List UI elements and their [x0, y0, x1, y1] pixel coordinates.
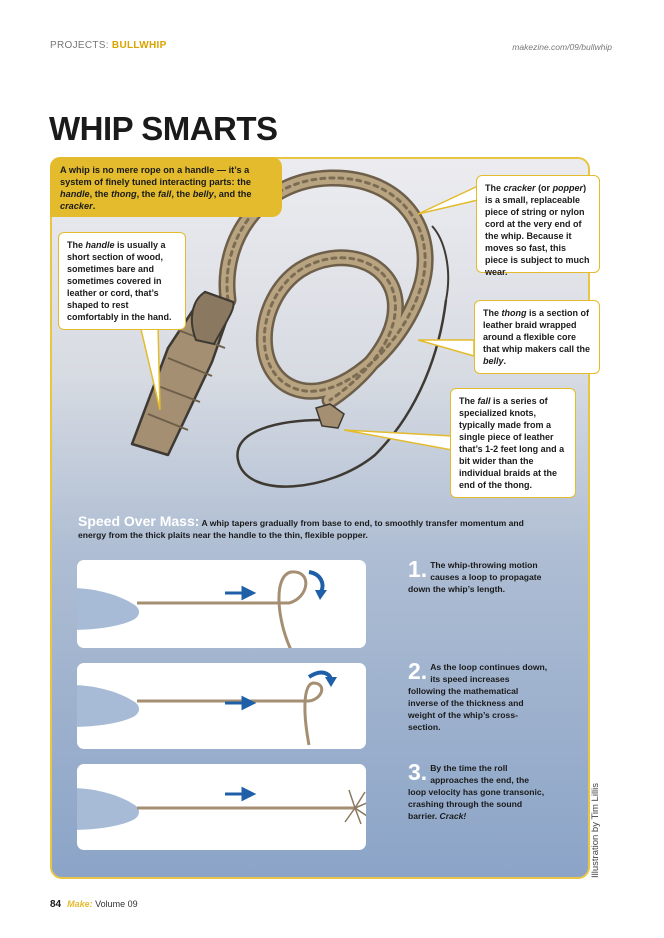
section-name: PROJECTS: [50, 40, 109, 51]
callout-text: is a series of specialized knots, typically made from a single piece of leather that’s 1-2 feet long and a bit wider than the individual braids at the end of the thong. [459, 396, 565, 490]
step-number: 2. [408, 658, 428, 684]
page-title: WHIP SMARTS [49, 110, 278, 147]
term-fall: fall [477, 396, 491, 406]
step-2-frame [77, 663, 366, 749]
callout-text: The [459, 396, 478, 406]
intro-sep: , and the [213, 189, 252, 199]
speed-over-mass [78, 515, 548, 541]
speed-heading: Speed Over Mass: [78, 513, 200, 529]
term-belly: belly [192, 189, 214, 199]
callout-cracker [476, 175, 600, 277]
callout-text: The [485, 183, 504, 193]
step-3-frame [77, 764, 366, 850]
rotation-arrowhead [325, 677, 337, 687]
callout-text: (or [535, 183, 553, 193]
step-2-diagram [77, 663, 366, 749]
section-topic: BULLWHIP [111, 40, 167, 51]
intro-sep: , the [89, 189, 112, 199]
hand-silhouette [77, 588, 139, 630]
page-number: 84 [50, 899, 62, 910]
page-footer [50, 899, 138, 910]
brand-name: Make: [67, 899, 93, 909]
callout-thong [474, 300, 600, 374]
term-fall: fall [158, 189, 172, 199]
cracker-string [432, 226, 448, 300]
term-handle: handle [60, 189, 90, 199]
step-emphasis: Crack! [439, 811, 467, 821]
term-thong: thong [111, 189, 137, 199]
step-text: As the loop continues down, its speed increases following the mathematical inverse of the thickness and weight of the whip’s cross-section. [408, 662, 548, 732]
step-text: The whip-throwing motion causes a loop to propagate down the whip’s length. [408, 560, 542, 594]
intro-end: . [92, 201, 96, 211]
step-1-frame [77, 560, 366, 648]
rotation-arrowhead [315, 590, 327, 600]
direction-arrow [225, 588, 253, 598]
term-thong: thong [501, 308, 527, 318]
intro-sep: , the [136, 189, 159, 199]
step-2 [408, 658, 548, 733]
whip-line [137, 683, 322, 745]
header-url[interactable]: makezine.com/09/bullwhip [512, 42, 612, 52]
fall-knot [316, 404, 344, 428]
term-handle: handle [85, 240, 115, 250]
whip-line [137, 572, 306, 648]
intro-box [50, 157, 282, 217]
step-3-diagram [77, 764, 366, 850]
callout-text: is a section of leather braid wrapped around a flexible core that whip makers call the [483, 308, 591, 354]
hand-silhouette [77, 685, 139, 727]
intro-sep: , the [171, 189, 193, 199]
hand-silhouette [77, 788, 139, 830]
direction-arrow [225, 789, 253, 799]
intro-text: A whip is no mere rope on a handle — it’s a system of finely tuned interacting parts: the [60, 165, 251, 187]
callout-text: The [67, 240, 86, 250]
illustration-credit: Illustration by Tim Lillis [590, 782, 601, 878]
step-number: 3. [408, 759, 428, 785]
term-cracker: cracker [503, 183, 536, 193]
callout-handle [58, 232, 186, 330]
term-cracker: cracker [60, 201, 93, 211]
step-1 [408, 556, 548, 595]
term-belly: belly [483, 356, 504, 366]
term-popper: popper [552, 183, 584, 193]
step-text: By the time the roll approaches the end, the loop velocity has gone transonic, crashing through the sound barrier. [408, 763, 545, 821]
volume-label: Volume 09 [92, 899, 138, 909]
step-number: 1. [408, 556, 428, 582]
callout-fall [450, 388, 576, 498]
step-3 [408, 759, 548, 822]
speed-text: A whip tapers gradually from base to end, to smoothly transfer momentum and energy from the thick plaits near the handle to the thin, flexible popper. [78, 518, 524, 540]
callout-text: The [483, 308, 502, 318]
callout-text: ) is a small, replaceable piece of string or nylon cord at the very end of the whip. Because it moves so fast, this piece is subject to much wear. [485, 183, 590, 277]
callout-text: is usually a short section of wood, sometimes bare and sometimes covered in leather or cord, that’s shaped to rest comfortably in the hand. [67, 240, 172, 322]
callout-text: . [503, 356, 507, 366]
step-1-diagram [77, 560, 366, 648]
rotation-arrow [309, 572, 323, 592]
